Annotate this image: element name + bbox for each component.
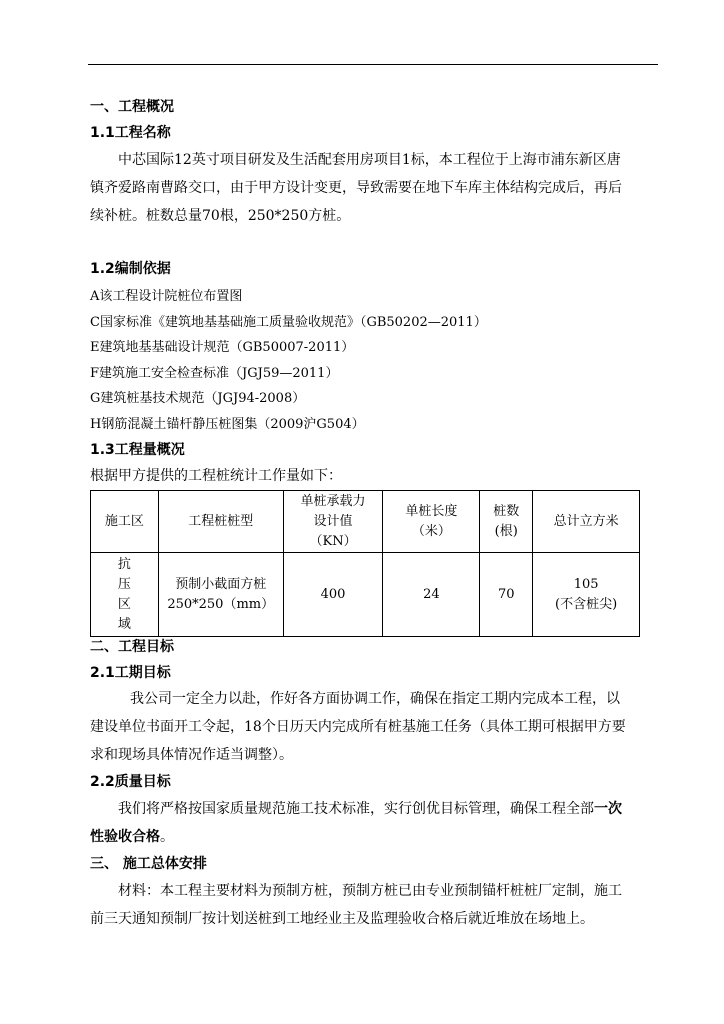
- reference-item: G建筑桩基技术规范（JGJ94-2008）: [90, 391, 306, 406]
- header-area: 施工区: [91, 491, 159, 553]
- table-intro: 根据甲方提供的工程桩统计工作量如下：: [90, 468, 342, 484]
- table-header-row: [91, 491, 640, 553]
- section-1-2-heading: 1.2编制依据: [90, 261, 171, 277]
- table-row: [91, 553, 640, 637]
- section-2-2-heading: 2.2质量目标: [90, 774, 171, 790]
- emphasis-text: 性验收合格: [90, 829, 160, 845]
- reference-item: A该工程设计院桩位布置图: [90, 289, 243, 304]
- paragraph-line: 我公司一定全力以赴，作好各方面协调工作，确保在指定工期内完成本工程，以: [130, 691, 620, 707]
- paragraph-line: 建设单位书面开工令起，18个日历天内完成所有桩基施工任务（具体工期可根据甲方要: [90, 719, 626, 735]
- reference-item: C国家标准《建筑地基基础施工质量验收规范》（GB50202—2011）: [90, 315, 487, 330]
- section-2-heading: 二、工程目标: [90, 639, 174, 655]
- section-3-heading: 三、 施工总体安排: [90, 856, 207, 872]
- paragraph-line: 材料：本工程主要材料为预制方桩，预制方桩已由专业预制锚杆桩桩厂定制，施工: [118, 883, 622, 899]
- quantity-table: [90, 490, 640, 637]
- reference-item: H钢筋混凝土锚杆静压桩图集（2009沪G504）: [90, 417, 365, 432]
- paragraph-line: 中芯国际12英寸项目研发及生活配套用房项目1标，本工程位于上海市浦东新区唐: [118, 152, 621, 168]
- paragraph-line: 求和现场具体情况作适当调整）。: [90, 747, 293, 763]
- paragraph-line: 性验收合格。: [90, 829, 174, 845]
- cell-pile-type: 预制小截面方桩 250*250（mm）: [158, 553, 283, 637]
- header-rule: [88, 64, 658, 65]
- section-1-1-heading: 1.1工程名称: [90, 125, 171, 141]
- paragraph-line: 续补桩。桩数总量70根，250*250方桩。: [90, 208, 351, 224]
- header-count: 桩数 (根): [480, 491, 533, 553]
- paragraph-line: 前三天通知预制厂按计划送桩到工地经业主及监理验收合格后就近堆放在场地上。: [90, 911, 594, 927]
- header-pile-type: 工程桩桩型: [158, 491, 283, 553]
- paragraph-line: 我们将严格按国家质量规范施工技术标准，实行创优目标管理，确保工程全部一次: [118, 801, 622, 817]
- header-length: 单桩长度 （米）: [383, 491, 480, 553]
- reference-item: F建筑施工安全检查标准（JGJ59—2011）: [90, 366, 339, 381]
- cell-volume: 105 (不含桩尖): [533, 553, 640, 637]
- cell-count: 70: [480, 553, 533, 637]
- header-volume: 总计立方米: [533, 491, 640, 553]
- paragraph-line: 镇齐爱路南曹路交口，由于甲方设计变更，导致需要在地下车库主体结构完成后，再后: [90, 180, 622, 196]
- reference-item: E建筑地基基础设计规范（GB50007-2011）: [90, 340, 355, 355]
- cell-length: 24: [383, 553, 480, 637]
- section-1-3-heading: 1.3工程量概况: [90, 442, 185, 458]
- emphasis-text: 一次: [594, 801, 622, 817]
- cell-area: 抗 压 区 域: [91, 553, 159, 637]
- section-2-1-heading: 2.1工期目标: [90, 665, 171, 681]
- cell-capacity: 400: [283, 553, 383, 637]
- header-capacity: 单桩承载力 设计值 （KN）: [283, 491, 383, 553]
- section-1-heading: 一、工程概况: [90, 99, 174, 115]
